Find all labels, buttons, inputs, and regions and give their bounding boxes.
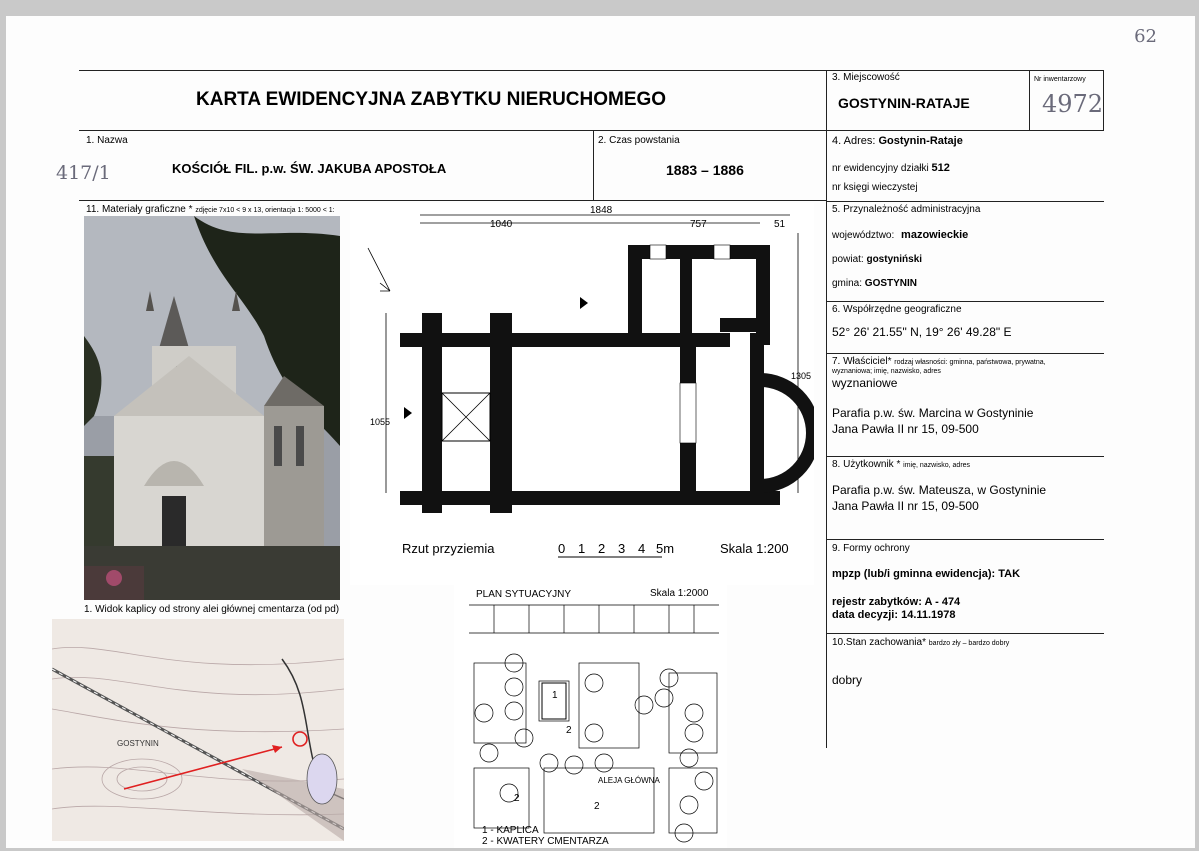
site-plan-scale: Skala 1:2000 xyxy=(650,588,709,599)
uzytkownik-label: 8. Użytkownik * xyxy=(832,459,901,470)
inventory-number-label: Nr inwentarzowy xyxy=(1034,76,1086,83)
wlasciciel-line2: Jana Pawła II nr 15, 09-500 xyxy=(832,422,979,436)
plan-title: Rzut przyziemia xyxy=(402,541,495,556)
church-photo xyxy=(84,216,340,600)
uzytkownik-line xyxy=(832,459,970,472)
site-plan-number-2c: 2 xyxy=(594,801,600,812)
adres-line xyxy=(832,135,963,147)
uzytkownik-line2: Jana Pawła II nr 15, 09-500 xyxy=(832,499,979,513)
svg-text:4: 4 xyxy=(638,541,646,556)
adres-label: 4. Adres: xyxy=(832,135,876,147)
site-plan-number-2b: 2 xyxy=(514,793,520,804)
dim-left: 1040 xyxy=(490,219,513,230)
uzytkownik-note: imię, nazwisko, adres xyxy=(903,462,971,469)
materialy-note: zdjęcie 7x10 < 9 x 13, orientacja 1: 5000 < 1: xyxy=(195,207,335,214)
przynaleznosc-label: 5. Przynależność administracyjna xyxy=(832,204,981,215)
wlasciciel-note2: wyznaniowa; imię, nazwisko, adres xyxy=(832,368,941,375)
svg-text:3: 3 xyxy=(618,541,626,556)
wojewodztwo-line xyxy=(832,229,968,242)
site-plan-title: PLAN SYTUACYJNY xyxy=(476,589,572,600)
wlasciciel-line1: Parafia p.w. św. Marcina w Gostyninie xyxy=(832,406,1034,420)
topographic-map xyxy=(52,619,344,841)
czas-label: 2. Czas powstania xyxy=(598,135,680,146)
adres-value: Gostynin-Rataje xyxy=(878,135,963,147)
dim-right: 757 xyxy=(690,219,707,230)
photo-caption: 1. Widok kaplicy od strony alei głównej cmentarza (od pd) xyxy=(84,604,340,615)
formy-rejestr: rejestr zabytków: A - 474 xyxy=(832,596,961,608)
formy-mpzp: mpzp (lub/i gminna ewidencja): TAK xyxy=(832,568,1021,580)
gmina-value: GOSTYNIN xyxy=(864,278,918,289)
materialy-label: 11. Materiały graficzne * xyxy=(86,204,193,215)
site-plan-legend-1: 1 - KAPLICA xyxy=(482,825,539,836)
powiat-value: gostyniński xyxy=(866,254,923,265)
wlasciciel-type: wyznaniowe xyxy=(832,376,898,390)
powiat-line xyxy=(832,254,922,266)
site-plan-number-1: 1 xyxy=(552,690,558,701)
record-card-sheet xyxy=(6,16,1195,848)
formy-data: data decyzji: 14.11.1978 xyxy=(832,609,956,621)
czas-value: 1883 – 1886 xyxy=(666,162,744,178)
formy-label: 9. Formy ochrony xyxy=(832,543,910,554)
wojewodztwo-label: województwo: xyxy=(832,230,895,241)
site-plan-number-2: 2 xyxy=(566,725,572,736)
uzytkownik-line1: Parafia p.w. św. Mateusza, w Gostyninie xyxy=(832,483,1047,497)
wspolrzedne-value: 52° 26' 21.55" N, 19° 26' 49.28" E xyxy=(832,325,1012,339)
dzialka-line xyxy=(832,162,950,175)
floor-plan xyxy=(350,203,814,585)
svg-text:0: 0 xyxy=(558,541,566,556)
site-plan-alley: ALEJA GŁÓWNA xyxy=(598,776,660,785)
chapel-footprint xyxy=(542,683,566,719)
church-door xyxy=(162,496,186,546)
wlasciciel-note1: rodzaj własności: gminna, państwowa, prywatna, xyxy=(894,359,1046,366)
corner-handwritten-mark: 62 xyxy=(1134,26,1157,47)
dim-end: 51 xyxy=(774,219,786,230)
dim-total: 1848 xyxy=(590,205,613,216)
inventory-number-value: 4972 xyxy=(1042,90,1104,118)
nazwa-margin-note: 417/1 xyxy=(56,162,111,184)
dzialka-label: nr ewidencyjny działki xyxy=(832,163,929,174)
site-plan-legend-2: 2 - KWATERY CMENTARZA xyxy=(482,836,609,847)
svg-text:5m: 5m xyxy=(656,541,675,556)
wojewodztwo-value: mazowieckie xyxy=(901,229,969,241)
site-plan xyxy=(454,583,727,848)
powiat-label: powiat: xyxy=(832,254,864,265)
svg-text:1: 1 xyxy=(578,541,586,556)
map-town-label: GOSTYNIN xyxy=(117,739,159,748)
wspolrzedne-label: 6. Współrzędne geograficzne xyxy=(832,304,962,315)
ksiega-label: nr księgi wieczystej xyxy=(832,182,918,193)
stan-value: dobry xyxy=(832,673,863,687)
dim-height: 1055 xyxy=(370,417,391,427)
gmina-line xyxy=(832,278,917,290)
gmina-label: gmina: xyxy=(832,278,863,289)
stan-note: bardzo zły – bardzo dobry xyxy=(928,640,1010,647)
wlasciciel-label: 7. Właściciel* xyxy=(832,356,892,367)
dim-side: 1305 xyxy=(791,371,812,381)
dzialka-value: 512 xyxy=(931,162,950,174)
svg-text:2: 2 xyxy=(598,541,606,556)
card-title: KARTA EWIDENCYJNA ZABYTKU NIERUCHOMEGO xyxy=(196,89,667,110)
stan-label: 10.Stan zachowania* xyxy=(832,637,926,648)
miejscowosc-label: 3. Miejscowość xyxy=(832,72,900,83)
miejscowosc-value: GOSTYNIN-RATAJE xyxy=(838,95,970,111)
stan-line xyxy=(832,637,1009,650)
nazwa-value: KOŚCIÓŁ FIL. p.w. ŚW. JAKUBA APOSTOŁA xyxy=(172,161,447,176)
nazwa-label: 1. Nazwa xyxy=(86,135,128,146)
plan-scale: Skala 1:200 xyxy=(720,541,789,556)
